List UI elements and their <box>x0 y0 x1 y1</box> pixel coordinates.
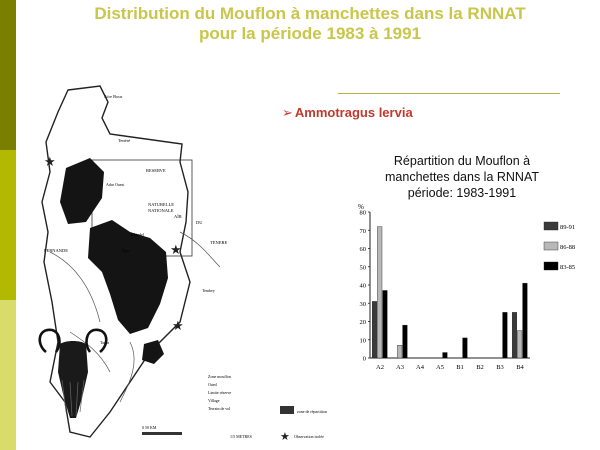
bar-86-88-A3 <box>397 345 402 358</box>
chart-title-line2: manchettes dans la RNNAT <box>385 170 539 184</box>
map-label-adar: Adar Ouest <box>106 182 125 187</box>
map-legend-item4: Village <box>208 398 220 403</box>
chart-title-line1: Répartition du Mouflon à <box>393 154 531 168</box>
map-label-aire: Aïre Bous <box>104 94 123 99</box>
x-tick-label: B4 <box>516 364 524 371</box>
x-tick-label: A4 <box>416 364 424 371</box>
map-scale-unit: 1/5 METRES <box>230 434 252 439</box>
bar-83-85-A3 <box>403 325 408 358</box>
x-tick-label: A5 <box>436 364 444 371</box>
species-name: Ammotragus lervia <box>294 105 413 120</box>
bar-89-91-B4 <box>512 312 517 358</box>
legend-swatch-89-91 <box>544 222 558 230</box>
map-label-du: DU <box>196 220 203 225</box>
legend-swatch-83-85 <box>544 262 558 270</box>
chart-title <box>342 153 582 201</box>
legend-swatch-86-88 <box>544 242 558 250</box>
map-label-eger: Eger <box>122 248 130 253</box>
map-legend-star: Observation isolée <box>294 434 324 439</box>
bar-83-85-B1 <box>463 338 468 358</box>
map-label-fernande: FERNANDE <box>44 248 69 253</box>
bar-83-85-B3 <box>503 312 508 358</box>
map-label-naturelle: NATURELLE <box>148 202 174 207</box>
map-label-nationale: NATIONALE <box>148 208 174 213</box>
observation-star-2: ★ <box>170 242 182 257</box>
map-legend-item2: Oued <box>208 382 217 387</box>
map-label-tchindel: Tchindel <box>130 232 144 237</box>
bar-86-88-A2 <box>377 227 382 358</box>
slide-title <box>40 4 580 44</box>
map-legend-zone: zone de répartition <box>297 409 327 414</box>
x-tick-label: B1 <box>456 364 464 371</box>
y-tick-label: 40 <box>359 282 366 290</box>
bar-chart <box>350 200 580 385</box>
map-scale-label: 0 50 KM <box>142 425 157 430</box>
y-tick-label: 60 <box>359 246 366 253</box>
decor-bar-middle <box>0 150 16 300</box>
map-scale-bar <box>142 432 182 435</box>
map-legend-item1: Zone mouflon <box>208 374 231 379</box>
chart-title-line3: période: 1983-1991 <box>407 186 517 200</box>
chart-bars <box>372 227 527 358</box>
y-axis-unit: % <box>358 203 364 211</box>
map-legend <box>142 374 327 442</box>
observation-star-3: ★ <box>172 318 184 333</box>
map-label-tarka: Tarka <box>100 340 110 345</box>
x-tick-label: B2 <box>476 364 484 371</box>
title-divider <box>338 93 560 94</box>
map-legend-zone-swatch <box>280 406 294 414</box>
arrow-bullet-icon: ➢ <box>282 105 293 120</box>
map-legend-item3: Limite réserve <box>208 390 232 395</box>
y-tick-label: 10 <box>359 337 366 345</box>
y-tick-label: 0 <box>362 355 366 363</box>
decor-bar-top <box>0 0 16 150</box>
x-tick-label: B3 <box>496 364 504 371</box>
legend-label-83-85: 83-85 <box>560 264 576 271</box>
x-tick-label: A2 <box>376 364 384 371</box>
bar-83-85-A5 <box>443 353 448 358</box>
map-label-reserve: RESERVE <box>146 168 166 173</box>
map-legend-item5: Terrain de vol <box>208 406 231 411</box>
bar-89-91-A2 <box>372 301 377 358</box>
y-tick-label: 20 <box>359 319 366 326</box>
map-label-tembey: Tembey <box>202 288 215 293</box>
y-tick-label: 70 <box>359 227 366 235</box>
map-label-air: AÏR <box>174 214 182 219</box>
bar-83-85-B4 <box>523 283 528 358</box>
map-legend-star-icon: ★ <box>280 431 290 442</box>
x-tick-label: A3 <box>396 364 404 371</box>
map-label-tenere-east: TENERE <box>210 240 228 245</box>
y-tick-label: 50 <box>359 264 366 272</box>
legend-label-86-88: 86-88 <box>560 244 576 251</box>
observation-star-1: ★ <box>44 154 56 169</box>
bar-83-85-A2 <box>383 290 388 358</box>
y-tick-label: 30 <box>359 300 366 308</box>
distribution-map <box>30 82 340 442</box>
chart-legend <box>544 222 575 271</box>
decor-bar-bottom <box>0 300 16 450</box>
slide-title-line2: pour la période 1983 à 1991 <box>198 24 422 43</box>
y-tick-label: 80 <box>359 209 366 217</box>
slide-title-line1: Distribution du Mouflon à manchettes dans la RNNAT <box>94 4 526 23</box>
bar-86-88-B4 <box>517 331 522 358</box>
legend-label-89-91: 89-91 <box>560 224 576 231</box>
map-label-tenere-west: Tenéré <box>118 138 131 143</box>
